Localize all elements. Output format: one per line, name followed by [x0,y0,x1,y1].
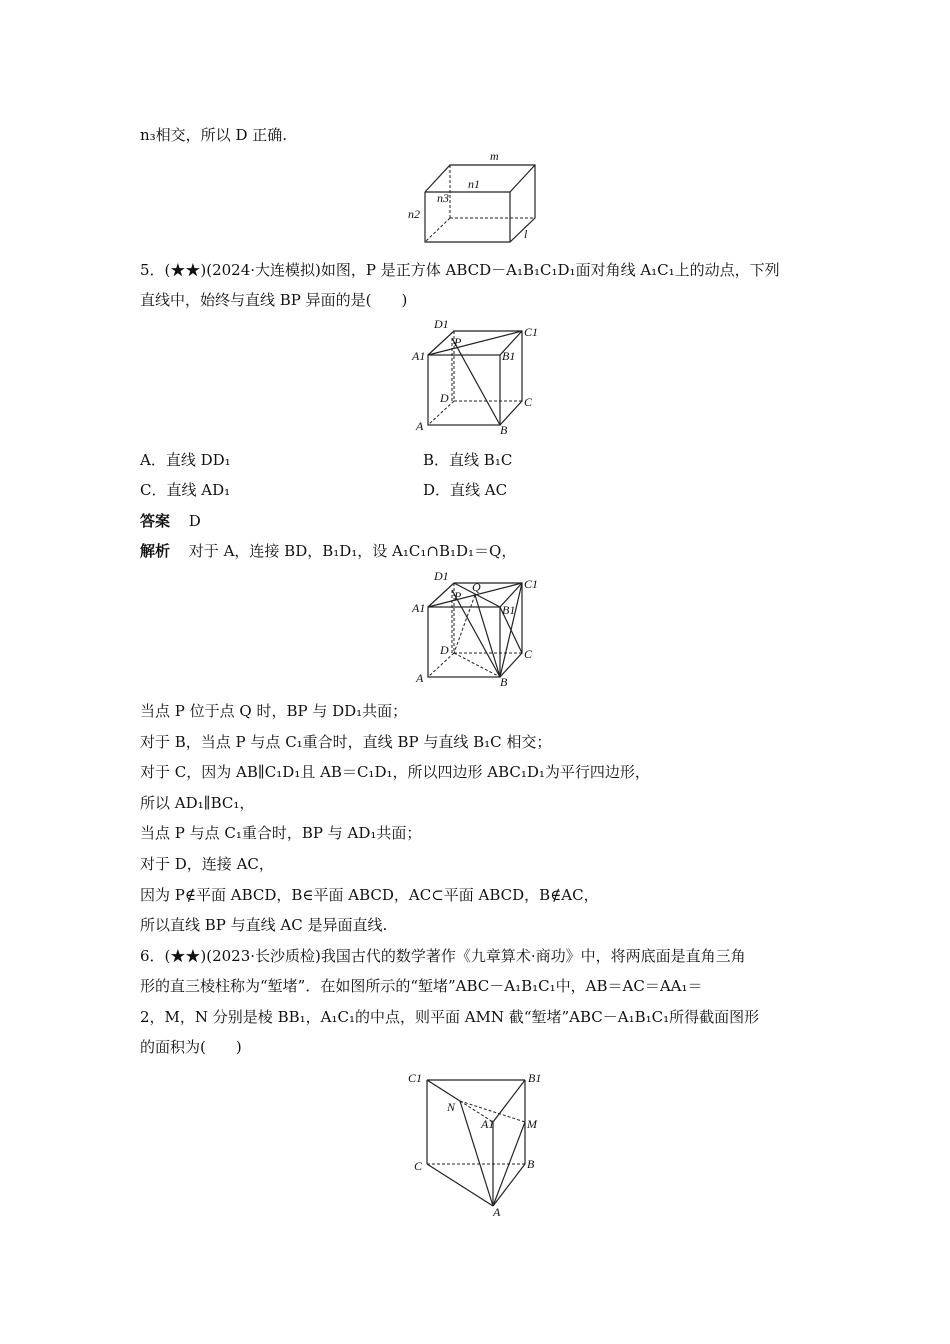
figure-box-lines [400,150,560,245]
text-line: 当点 P 与点 C₁重合时，BP 与 AD₁共面； [140,824,422,842]
fig1-label-m: m [490,149,499,163]
text-line: 所以直线 BP 与直线 AC 是异面直线. [140,916,388,934]
fig4-label-C: C [414,1159,423,1173]
answer-line [140,510,201,532]
fig2-label-B1: B1 [502,349,516,363]
problem-6-line-4: 的面积为( ) [140,1038,242,1056]
fig4-label-M: M [527,1117,537,1131]
fig2-label-A1: A1 [412,349,426,363]
problem-6-line-3: 2，M，N 分别是棱 BB₁，A₁C₁的中点，则平面 AMN 截“堑堵”ABC－A₁B₁C₁所得截面图形 [140,1008,760,1026]
answer-label: 答案 [140,512,171,530]
fig3-label-C1: C1 [524,577,539,591]
fig3-label-A1: A1 [412,601,426,615]
text-line: 所以 AD₁∥BC₁， [140,794,255,812]
figure-cube-p [410,318,540,438]
problem-5-line-2: 直线中，始终与直线 BP 异面的是( ) [140,291,408,309]
fig2-label-C: C [524,395,533,409]
analysis-label: 解析 [140,542,171,560]
fig3-label-A: A [416,671,424,685]
fig2-label-C1: C1 [524,325,539,339]
fig4-label-B1: B1 [528,1071,542,1085]
fig1-label-n3: n3 [437,191,449,205]
fig1-label-l: l [524,227,528,241]
problem-6-line-1: 6．(★★)(2023·长沙质检)我国古代的数学著作《九章算术·商功》中，将两底面是直角三角 [140,947,746,965]
fig3-label-B1: B1 [502,603,516,617]
fig4-label-N: N [447,1100,456,1114]
figure-prism [405,1068,555,1218]
fig1-label-n1: n1 [468,177,480,191]
fig4-label-A: A [493,1205,501,1219]
fig3-label-C: C [524,647,533,661]
analysis-text: 对于 A，连接 BD，B₁D₁，设 A₁C₁∩B₁D₁＝Q， [188,542,517,560]
figure-cube-q [410,570,545,692]
answer-value: D [188,512,201,530]
fig3-label-D1: D1 [434,569,449,583]
fig2-label-D1: D1 [434,317,449,331]
fig4-label-B: B [527,1157,535,1171]
text-line: 对于 C，因为 AB∥C₁D₁且 AB＝C₁D₁，所以四边形 ABC₁D₁为平行四边形， [140,763,650,781]
text-line: 对于 D，连接 AC， [140,855,274,873]
option-d: D．直线 AC [423,481,508,499]
fig2-label-D: D [440,391,449,405]
fig3-label-Q: Q [472,580,481,594]
fig3-label-B: B [500,675,508,689]
fig2-label-B: B [500,423,508,437]
text-line: 对于 B，当点 P 与点 C₁重合时，直线 BP 与直线 B₁C 相交； [140,733,552,751]
text-line: 因为 P∉平面 ABCD，B∈平面 ABCD，AC⊂平面 ABCD，B∉AC， [140,886,599,904]
fig1-label-n2: n2 [408,207,420,221]
fig4-label-C1: C1 [408,1071,423,1085]
text-line: n₃相交，所以 D 正确. [140,126,288,144]
text-line: 当点 P 位于点 Q 时，BP 与 DD₁共面； [140,702,408,720]
fig2-label-P: P [454,335,462,349]
problem-5-line-1: 5．(★★)(2024·大连模拟)如图，P 是正方体 ABCD－A₁B₁C₁D₁面对角线 A₁C₁上的动点，下列 [140,261,780,279]
fig4-label-A1: A1 [481,1117,495,1131]
analysis-line [140,540,516,562]
problem-6-line-2: 形的直三棱柱称为“堑堵”．在如图所示的“堑堵”ABC－A₁B₁C₁中，AB＝AC＝AA₁＝ [140,977,703,995]
option-a: A．直线 DD₁ [140,451,231,469]
fig3-label-P: P [454,589,462,603]
fig3-label-D: D [440,643,449,657]
fig2-label-A: A [416,419,424,433]
option-c: C．直线 AD₁ [140,481,231,499]
option-b: B．直线 B₁C [423,451,513,469]
